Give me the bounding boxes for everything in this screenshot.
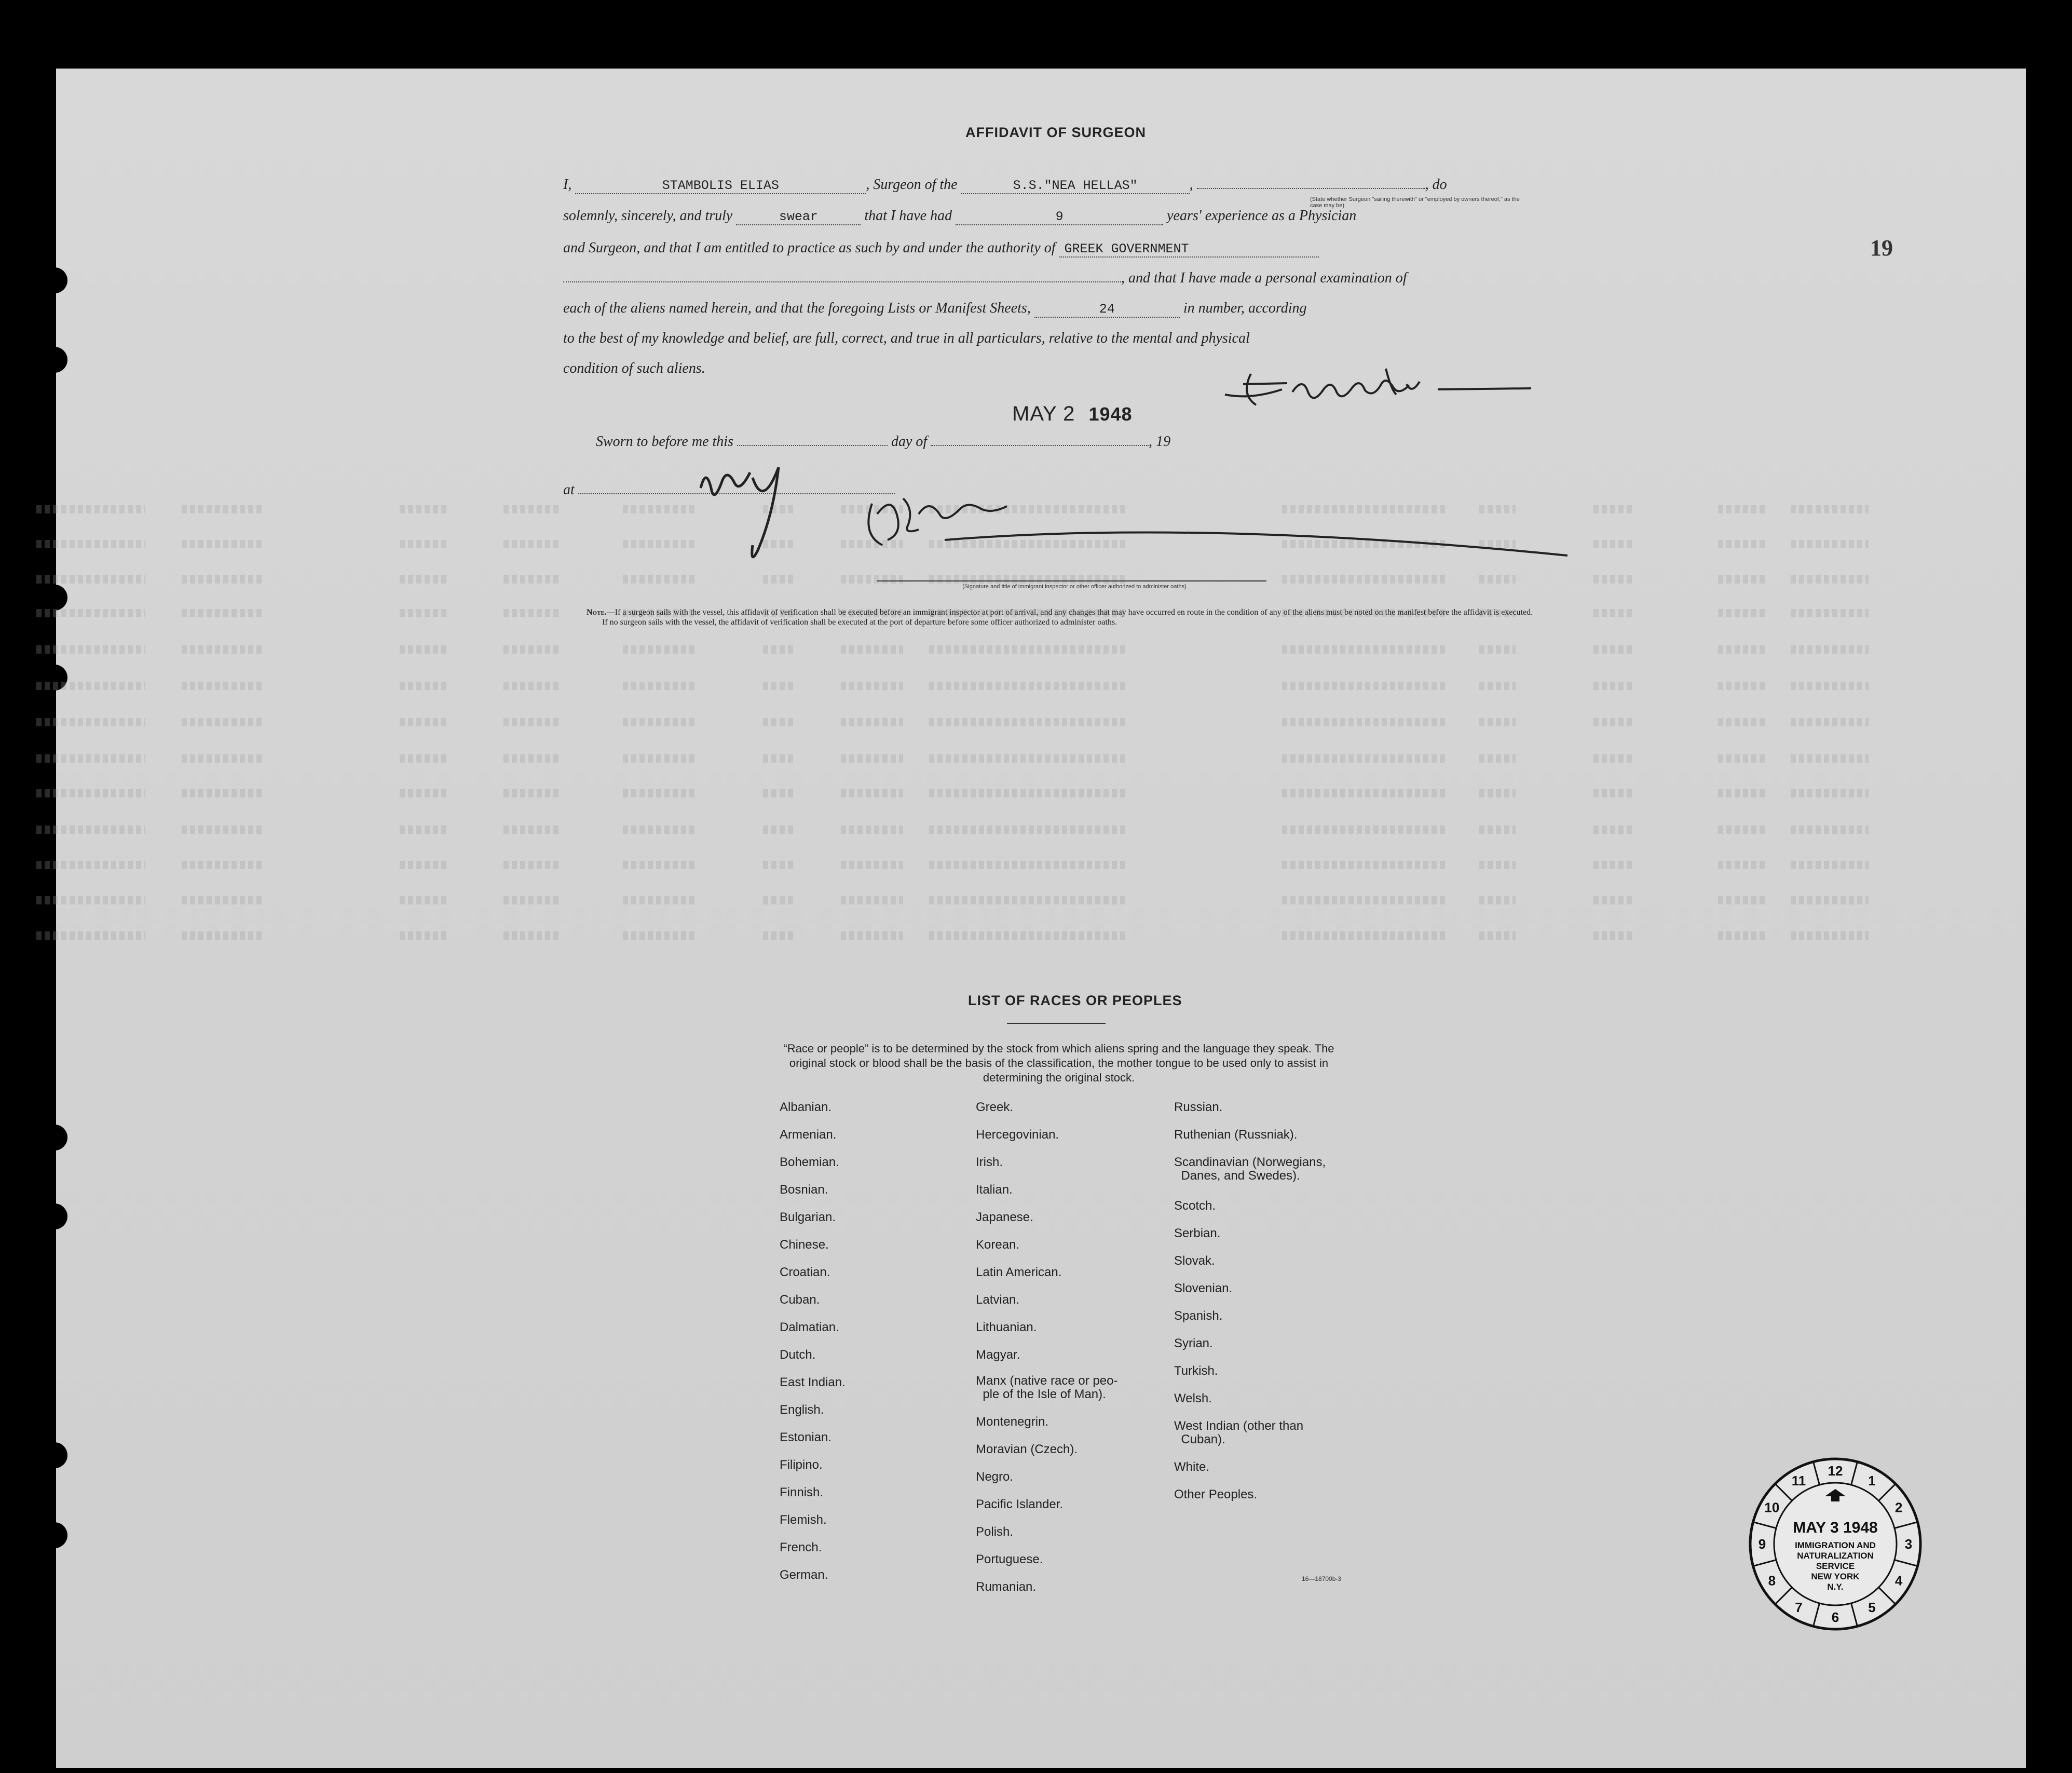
sailing-status-field	[1197, 188, 1425, 189]
affidavit-mid-2: that I have had	[864, 208, 952, 224]
bleed-through-mark	[182, 861, 265, 869]
bleed-through-mark	[36, 789, 145, 797]
bleed-through-mark	[1593, 931, 1635, 940]
sworn-date-year: 1948	[1088, 403, 1133, 425]
bleed-through-mark	[763, 575, 794, 584]
bleed-through-mark	[1593, 682, 1635, 690]
bleed-through-mark	[503, 825, 561, 834]
note-text-1: —If a surgeon sails with the vessel, this affidavit of verification shall be executed before an immigrant inspector at port of arrival, and any changes that may have occurred en route in the condition of any of the aliens must be noted on the manifest before the affidavit is executed.	[606, 608, 1533, 617]
bleed-through-mark	[1718, 718, 1765, 726]
bleed-through-mark	[400, 861, 446, 869]
bleed-through-mark	[1791, 540, 1869, 548]
bleed-through-mark	[1718, 931, 1765, 940]
bleed-through-mark	[1282, 825, 1448, 834]
bleed-through-mark	[1791, 896, 1869, 904]
bleed-through-mark	[400, 609, 446, 617]
affidavit-title: AFFIDAVIT OF SURGEON	[965, 125, 1146, 140]
bleed-through-mark	[182, 682, 265, 690]
bleed-through-mark	[1791, 575, 1869, 584]
bleed-through-mark	[503, 609, 561, 617]
affidavit-suffix-2: years' experience as a Physician	[1167, 208, 1357, 224]
bleed-through-mark	[841, 825, 903, 834]
bleed-through-mark	[400, 754, 446, 763]
bleed-through-mark	[1718, 861, 1765, 869]
race-item: Turkish.	[1174, 1364, 1218, 1378]
race-item: Latin American.	[976, 1265, 1062, 1279]
bleed-through-mark	[929, 825, 1126, 834]
bleed-through-mark	[503, 789, 561, 797]
affidavit-line-6: to the best of my knowledge and belief, are full, correct, and true in all particulars, relative to the mental and physical	[563, 330, 1250, 346]
bleed-through-mark	[623, 575, 696, 584]
years-field: 9	[956, 209, 1163, 225]
bleed-through-mark	[1282, 718, 1448, 726]
bleed-through-mark	[1791, 609, 1869, 617]
bleed-through-mark	[400, 931, 446, 940]
seal-ring-number: 4	[1894, 1573, 1903, 1589]
punch-hole	[42, 1125, 67, 1151]
bleed-through-mark	[1791, 754, 1869, 763]
race-item: French.	[780, 1540, 822, 1554]
race-item: Albanian.	[780, 1100, 832, 1114]
seal-ring-number: 11	[1791, 1472, 1806, 1488]
bleed-through-mark	[763, 861, 794, 869]
sworn-month-field	[931, 445, 1149, 446]
bleed-through-row	[36, 927, 1874, 945]
bleed-through-mark	[841, 682, 903, 690]
race-item: Moravian (Czech).	[976, 1442, 1078, 1456]
affidavit-mid: , Surgeon of the	[866, 177, 958, 193]
bleed-through-mark	[1791, 645, 1869, 654]
race-item: Spanish.	[1174, 1309, 1223, 1323]
race-item: West Indian (other than Cuban).	[1174, 1419, 1304, 1446]
bleed-through-mark	[400, 540, 446, 548]
bleed-through-mark	[1282, 896, 1448, 904]
race-item: Croatian.	[780, 1265, 830, 1279]
bleed-through-mark	[36, 754, 145, 763]
bleed-through-mark	[400, 575, 446, 584]
bleed-through-mark	[1593, 505, 1635, 513]
bleed-through-mark	[1479, 789, 1516, 797]
immigration-seal	[1747, 1456, 1924, 1632]
bleed-through-mark	[400, 505, 446, 513]
bleed-through-mark	[36, 505, 145, 513]
bleed-through-mark	[1593, 540, 1635, 548]
affidavit-line-4	[563, 270, 1407, 287]
seal-line-5: N.Y.	[1827, 1582, 1844, 1592]
seal-line-1: IMMIGRATION AND	[1795, 1540, 1876, 1550]
race-item: Korean.	[976, 1238, 1020, 1252]
bleed-through-mark	[1718, 609, 1765, 617]
race-item: Chinese.	[780, 1238, 829, 1252]
sworn-mid: day of	[891, 434, 928, 450]
seal-ring-number: 10	[1764, 1499, 1780, 1515]
seal-ring-number: 12	[1828, 1463, 1843, 1479]
races-title-underline	[1007, 1023, 1106, 1024]
race-item: Pacific Islander.	[976, 1497, 1064, 1511]
affidavit-sheets-prefix: each of the aliens named herein, and that the foregoing Lists or Manifest Sheets,	[563, 300, 1031, 316]
race-item: Irish.	[976, 1155, 1003, 1169]
race-item: Rumanian.	[976, 1580, 1037, 1594]
bleed-through-mark	[182, 931, 265, 940]
bleed-through-mark	[763, 789, 794, 797]
bleed-through-mark	[1282, 931, 1448, 940]
bleed-through-row	[36, 857, 1874, 874]
bleed-through-mark	[1593, 575, 1635, 584]
race-item: Russian.	[1174, 1100, 1223, 1114]
bleed-through-mark	[182, 540, 265, 548]
affidavit-line-7: condition of such aliens.	[563, 360, 705, 376]
bleed-through-mark	[929, 789, 1126, 797]
bleed-through-mark	[623, 896, 696, 904]
race-item: Filipino.	[780, 1458, 823, 1472]
comma: ,	[1189, 177, 1193, 193]
bleed-through-mark	[929, 896, 1126, 904]
bleed-through-mark	[1479, 718, 1516, 726]
affidavit-note	[587, 607, 1552, 627]
bleed-through-mark	[623, 540, 696, 548]
bleed-through-mark	[182, 575, 265, 584]
bleed-through-mark	[503, 754, 561, 763]
affidavit-oath-prefix: solemnly, sincerely, and truly	[563, 208, 733, 224]
sailing-status-note: (State whether Surgeon "sailing therewith" or "employed by owners thereof," as the case may be)	[1310, 196, 1520, 209]
bleed-through-mark	[929, 645, 1126, 654]
bleed-through-mark	[841, 931, 903, 940]
bleed-through-mark	[1718, 540, 1765, 548]
bleed-through-mark	[1593, 789, 1635, 797]
seal-line-2: NATURALIZATION	[1797, 1551, 1874, 1561]
bleed-through-mark	[1718, 682, 1765, 690]
bleed-through-mark	[182, 718, 265, 726]
seal-ring-number: 9	[1758, 1536, 1766, 1552]
punch-hole	[42, 1522, 67, 1548]
bleed-through-mark	[400, 825, 446, 834]
bleed-through-mark	[1593, 861, 1635, 869]
bleed-through-mark	[763, 718, 794, 726]
bleed-through-mark	[841, 645, 903, 654]
bleed-through-mark	[623, 789, 696, 797]
race-item: Negro.	[976, 1470, 1014, 1484]
race-item: German.	[780, 1568, 828, 1582]
bleed-through-mark	[503, 861, 561, 869]
sheets-field: 24	[1034, 302, 1180, 318]
bleed-through-mark	[36, 540, 145, 548]
bleed-through-mark	[929, 682, 1126, 690]
bleed-through-mark	[1791, 789, 1869, 797]
punch-hole	[42, 347, 67, 373]
bleed-through-mark	[1791, 682, 1869, 690]
race-item: Armenian.	[780, 1128, 837, 1142]
sworn-at-label: at	[563, 482, 575, 498]
sworn-date-day: MAY 2	[1012, 402, 1075, 425]
race-item: Latvian.	[976, 1293, 1020, 1307]
bleed-through-mark	[1479, 896, 1516, 904]
bleed-through-mark	[1282, 645, 1448, 654]
bleed-through-mark	[763, 896, 794, 904]
bleed-through-mark	[1479, 575, 1516, 584]
race-item: Bohemian.	[780, 1155, 839, 1169]
bleed-through-mark	[1718, 825, 1765, 834]
bleed-through-mark	[1282, 754, 1448, 763]
race-item: Syrian.	[1174, 1336, 1213, 1350]
bleed-through-mark	[503, 931, 561, 940]
bleed-through-mark	[1479, 825, 1516, 834]
bleed-through-mark	[929, 861, 1126, 869]
bleed-through-mark	[1718, 754, 1765, 763]
bleed-through-mark	[841, 754, 903, 763]
affidavit-suffix-4: , and that I have made a personal examination of	[1121, 270, 1407, 286]
race-item: Magyar.	[976, 1348, 1020, 1362]
punch-hole	[42, 1203, 67, 1229]
bleed-through-row	[36, 750, 1874, 768]
bleed-through-mark	[841, 861, 903, 869]
page-number: 19	[1870, 235, 1893, 261]
affidavit-line-3	[563, 240, 1319, 258]
race-item: English.	[780, 1403, 824, 1417]
bleed-through-mark	[182, 825, 265, 834]
sworn-day-field	[737, 445, 888, 446]
bleed-through-row	[36, 641, 1874, 659]
bleed-through-row	[36, 678, 1874, 695]
bleed-through-mark	[1593, 718, 1635, 726]
seal-ring-number: 3	[1904, 1536, 1913, 1552]
bleed-through-mark	[1479, 645, 1516, 654]
affidavit-line-5	[563, 300, 1307, 318]
bleed-through-mark	[623, 718, 696, 726]
bleed-through-mark	[1791, 505, 1869, 513]
affidavit-prefix: I,	[563, 177, 572, 193]
races-intro: “Race or people” is to be determined by the stock from which aliens spring and the language they speak. The original stock or blood shall be the basis of the classification, the mother tongue to be used only to assist in determining the original stock.	[783, 1042, 1334, 1084]
bleed-through-mark	[623, 505, 696, 513]
affidavit-sheets-suffix: in number, according	[1183, 300, 1307, 316]
race-item: Cuban.	[780, 1293, 820, 1307]
race-item: White.	[1174, 1460, 1210, 1474]
bleed-through-mark	[1593, 754, 1635, 763]
race-item: Scotch.	[1174, 1199, 1216, 1213]
oath-field: swear	[736, 209, 861, 225]
race-item: Polish.	[976, 1525, 1014, 1539]
bleed-through-mark	[1791, 718, 1869, 726]
race-item: Dutch.	[780, 1348, 816, 1362]
bleed-through-mark	[1718, 789, 1765, 797]
punch-hole	[42, 267, 67, 293]
bleed-through-mark	[763, 931, 794, 940]
inspector-signature	[841, 483, 1578, 571]
bleed-through-mark	[841, 896, 903, 904]
race-item: Italian.	[976, 1183, 1013, 1197]
race-item: Greek.	[976, 1100, 1014, 1114]
inspector-caption: (Signature and title of immigrant inspector or other officer authorized to administer oaths)	[962, 584, 1187, 590]
bleed-through-mark	[929, 754, 1126, 763]
bleed-through-mark	[763, 825, 794, 834]
race-item: Montenegrin.	[976, 1415, 1049, 1429]
bleed-through-mark	[36, 931, 145, 940]
bleed-through-mark	[1479, 931, 1516, 940]
race-item: Bosnian.	[780, 1183, 828, 1197]
note-label: Note.	[587, 608, 607, 617]
bleed-through-mark	[763, 754, 794, 763]
sworn-date-stamp	[1012, 402, 1133, 426]
race-item: Lithuanian.	[976, 1320, 1037, 1334]
bleed-through-mark	[182, 505, 265, 513]
affidavit-suffix: , do	[1425, 177, 1447, 193]
bleed-through-mark	[36, 896, 145, 904]
authority-field: GREEK GOVERNMENT	[1059, 241, 1319, 258]
bleed-through-mark	[929, 575, 1126, 584]
bleed-through-mark	[841, 575, 903, 584]
race-item: Other Peoples.	[1174, 1487, 1258, 1501]
inspector-signature-line	[877, 580, 1266, 581]
bleed-through-mark	[623, 931, 696, 940]
bleed-through-mark	[503, 575, 561, 584]
seal-ring-number: 7	[1795, 1600, 1803, 1616]
bleed-through-mark	[400, 645, 446, 654]
bleed-through-mark	[1791, 931, 1869, 940]
affidavit-authority-prefix: and Surgeon, and that I am entitled to practice as such by and under the authority of	[563, 240, 1056, 256]
race-item: Dalmatian.	[780, 1320, 839, 1334]
seal-line-3: SERVICE	[1816, 1561, 1855, 1571]
bleed-through-mark	[182, 645, 265, 654]
bleed-through-mark	[1479, 754, 1516, 763]
race-item: Ruthenian (Russniak).	[1174, 1128, 1298, 1142]
bleed-through-mark	[182, 754, 265, 763]
bleed-through-row	[36, 714, 1874, 732]
bleed-through-mark	[1718, 896, 1765, 904]
race-item: Serbian.	[1174, 1226, 1221, 1240]
bleed-through-mark	[503, 540, 561, 548]
bleed-through-mark	[503, 505, 561, 513]
bleed-through-mark	[929, 931, 1126, 940]
surgeon-name-field: STAMBOLIS ELIAS	[575, 178, 866, 194]
bleed-through-mark	[36, 718, 145, 726]
race-item: Finnish.	[780, 1485, 824, 1499]
race-item: Flemish.	[780, 1513, 827, 1527]
surgeon-signature	[1220, 363, 1552, 410]
bleed-through-mark	[1282, 789, 1448, 797]
bleed-through-mark	[623, 645, 696, 654]
form-number: 16—18700b-3	[1302, 1575, 1342, 1582]
bleed-through-mark	[1479, 682, 1516, 690]
bleed-through-row	[36, 892, 1874, 910]
race-item: Slovak.	[1174, 1254, 1215, 1268]
bleed-through-mark	[841, 789, 903, 797]
bleed-through-mark	[36, 861, 145, 869]
authority-continued-field	[563, 281, 1121, 282]
race-item: East Indian.	[780, 1375, 846, 1389]
bleed-through-mark	[503, 896, 561, 904]
bleed-through-row	[36, 785, 1874, 803]
affidavit-line-1	[563, 177, 1447, 194]
bleed-through-mark	[929, 718, 1126, 726]
bleed-through-mark	[182, 896, 265, 904]
bleed-through-mark	[503, 682, 561, 690]
bleed-through-mark	[503, 645, 561, 654]
bleed-through-mark	[400, 896, 446, 904]
bleed-through-mark	[400, 718, 446, 726]
bleed-through-mark	[1718, 645, 1765, 654]
note-text-2: If no surgeon sails with the vessel, the affidavit of verification shall be executed at the port of departure before some officer authorized to administer oaths.	[602, 618, 1117, 627]
sworn-prefix: Sworn to before me this	[596, 434, 733, 450]
bleed-through-mark	[1791, 861, 1869, 869]
ship-name-field: S.S."NEA HELLAS"	[961, 178, 1190, 194]
bleed-through-mark	[1282, 575, 1448, 584]
seal-ring-number: 2	[1894, 1499, 1903, 1515]
affidavit-line-2	[563, 208, 1356, 225]
bleed-through-mark	[400, 789, 446, 797]
bleed-through-mark	[623, 861, 696, 869]
bleed-through-mark	[503, 718, 561, 726]
bleed-through-mark	[841, 718, 903, 726]
bleed-through-mark	[182, 789, 265, 797]
bleed-through-mark	[623, 825, 696, 834]
bleed-through-mark	[1593, 645, 1635, 654]
bleed-through-mark	[400, 682, 446, 690]
bleed-through-mark	[1593, 896, 1635, 904]
sworn-line	[596, 434, 1170, 450]
race-item: Manx (native race or peo- ple of the Isle of Man).	[976, 1374, 1118, 1401]
bleed-through-mark	[1718, 505, 1765, 513]
bleed-through-mark	[1718, 575, 1765, 584]
seal-ring-number: 6	[1831, 1609, 1839, 1625]
seal-ring-number: 8	[1768, 1573, 1776, 1589]
bleed-through-mark	[1791, 825, 1869, 834]
bleed-through-mark	[623, 754, 696, 763]
race-item: Slovenian.	[1174, 1281, 1233, 1295]
handwritten-place	[696, 446, 810, 571]
bleed-through-mark	[1479, 861, 1516, 869]
race-item: Japanese.	[976, 1210, 1033, 1224]
bleed-through-mark	[623, 682, 696, 690]
bleed-through-mark	[763, 645, 794, 654]
bleed-through-mark	[36, 682, 145, 690]
race-item: Scandinavian (Norwegians, Danes, and Swedes).	[1174, 1155, 1326, 1183]
races-title: LIST OF RACES OR PEOPLES	[968, 993, 1182, 1008]
sworn-suffix: , 19	[1149, 434, 1171, 450]
bleed-through-mark	[36, 645, 145, 654]
bleed-through-mark	[1593, 825, 1635, 834]
bleed-through-mark	[36, 825, 145, 834]
bleed-through-mark	[36, 575, 145, 584]
bleed-through-mark	[1282, 861, 1448, 869]
race-item: Estonian.	[780, 1430, 832, 1444]
seal-ring-number: 1	[1868, 1472, 1876, 1488]
race-item: Hercegovinian.	[976, 1128, 1059, 1142]
bleed-through-mark	[182, 609, 265, 617]
bleed-through-mark	[1593, 609, 1635, 617]
seal-date: MAY 3 1948	[1793, 1519, 1878, 1536]
race-item: Bulgarian.	[780, 1210, 836, 1224]
seal-ring-number: 5	[1868, 1600, 1876, 1616]
bleed-through-mark	[1282, 682, 1448, 690]
seal-line-4: NEW YORK	[1811, 1572, 1860, 1581]
punch-hole	[42, 1442, 67, 1468]
bleed-through-mark	[36, 609, 145, 617]
race-item: Portuguese.	[976, 1552, 1043, 1566]
race-item: Welsh.	[1174, 1391, 1212, 1405]
bleed-through-row	[36, 821, 1874, 839]
bleed-through-mark	[763, 682, 794, 690]
